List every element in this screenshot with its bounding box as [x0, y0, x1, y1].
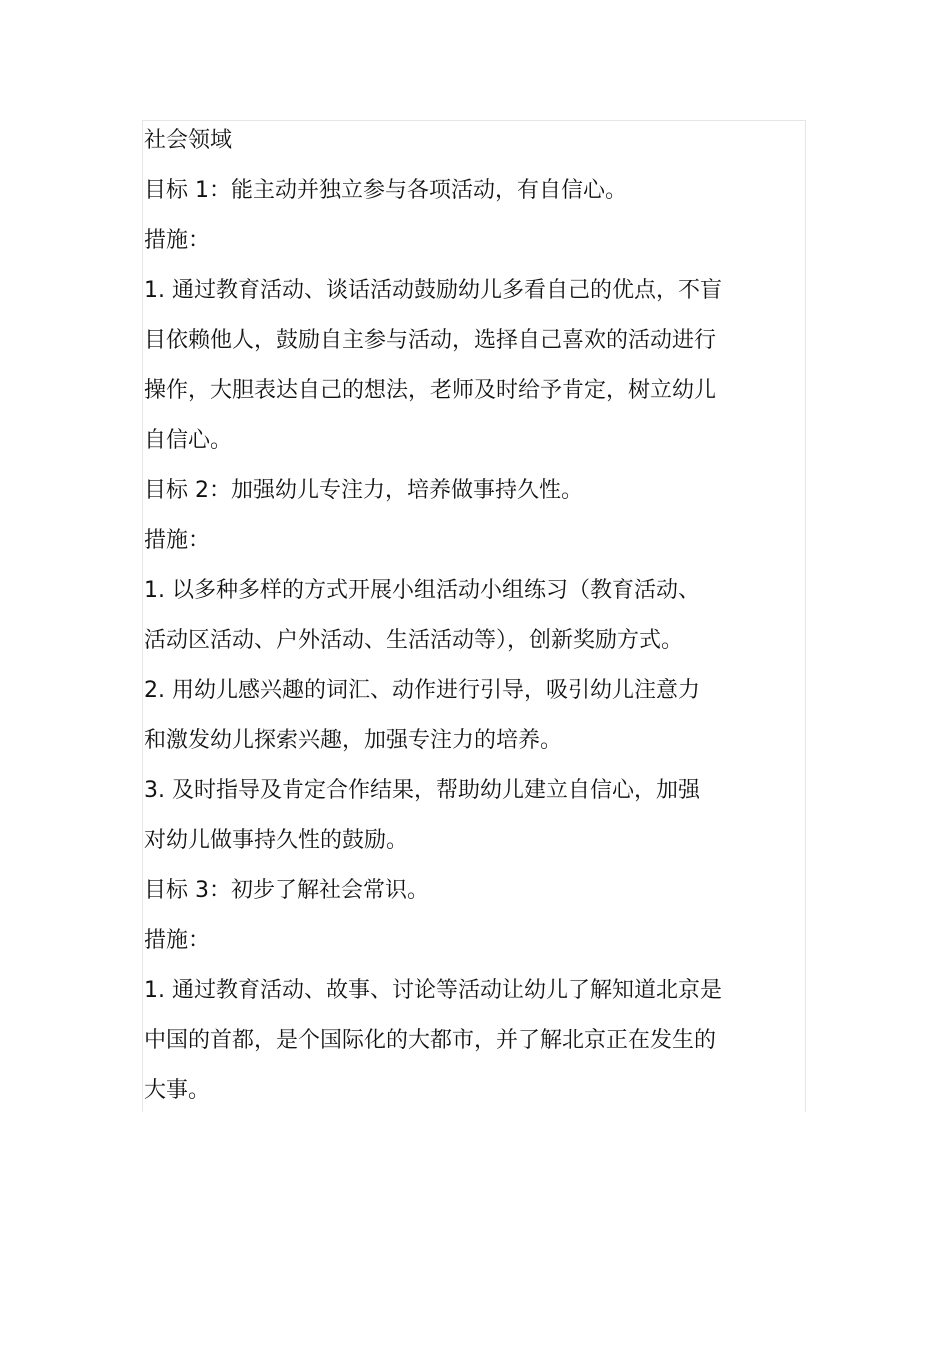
measures-label-1: 措施： [144, 228, 211, 253]
goal-2-measure-line: 1. 以多种多样的方式开展小组活动小组练习（教育活动、 [144, 578, 700, 603]
goal-2-measure-line: 活动区活动、户外活动、生活活动等），创新奖励方式。 [144, 628, 684, 653]
document-body [144, 116, 764, 1116]
goal-2-measure-line: 3. 及时指导及肯定合作结果，帮助幼儿建立自信心，加强 [144, 778, 700, 803]
section-heading: 社会领域 [144, 128, 233, 153]
goal-1: 目标 1：能主动并独立参与各项活动，有自信心。 [144, 178, 627, 203]
goal-1-measure-line: 操作，大胆表达自己的想法，老师及时给予肯定，树立幼儿 [144, 378, 717, 403]
goal-1-measure-line: 自信心。 [144, 428, 233, 453]
goal-1-measure-line: 目依赖他人，鼓励自主参与活动，选择自己喜欢的活动进行 [144, 328, 717, 353]
goal-2-measure-line: 对幼儿做事持久性的鼓励。 [144, 828, 409, 853]
goal-3-measure-line: 1. 通过教育活动、故事、讨论等活动让幼儿了解知道北京是 [144, 978, 722, 1003]
goal-1-measure-line: 1. 通过教育活动、谈话活动鼓励幼儿多看自己的优点，不盲 [144, 278, 722, 303]
goal-3: 目标 3：初步了解社会常识。 [144, 878, 429, 903]
goal-3-measure-line: 大事。 [144, 1078, 211, 1103]
goal-2-measure-line: 和激发幼儿探索兴趣，加强专注力的培养。 [144, 728, 563, 753]
measures-label-2: 措施： [144, 528, 211, 553]
measures-label-3: 措施： [144, 928, 211, 953]
goal-2-measure-line: 2. 用幼儿感兴趣的词汇、动作进行引导，吸引幼儿注意力 [144, 678, 700, 703]
goal-2: 目标 2：加强幼儿专注力，培养做事持久性。 [144, 478, 583, 503]
goal-3-measure-line: 中国的首都，是个国际化的大都市，并了解北京正在发生的 [144, 1028, 717, 1053]
